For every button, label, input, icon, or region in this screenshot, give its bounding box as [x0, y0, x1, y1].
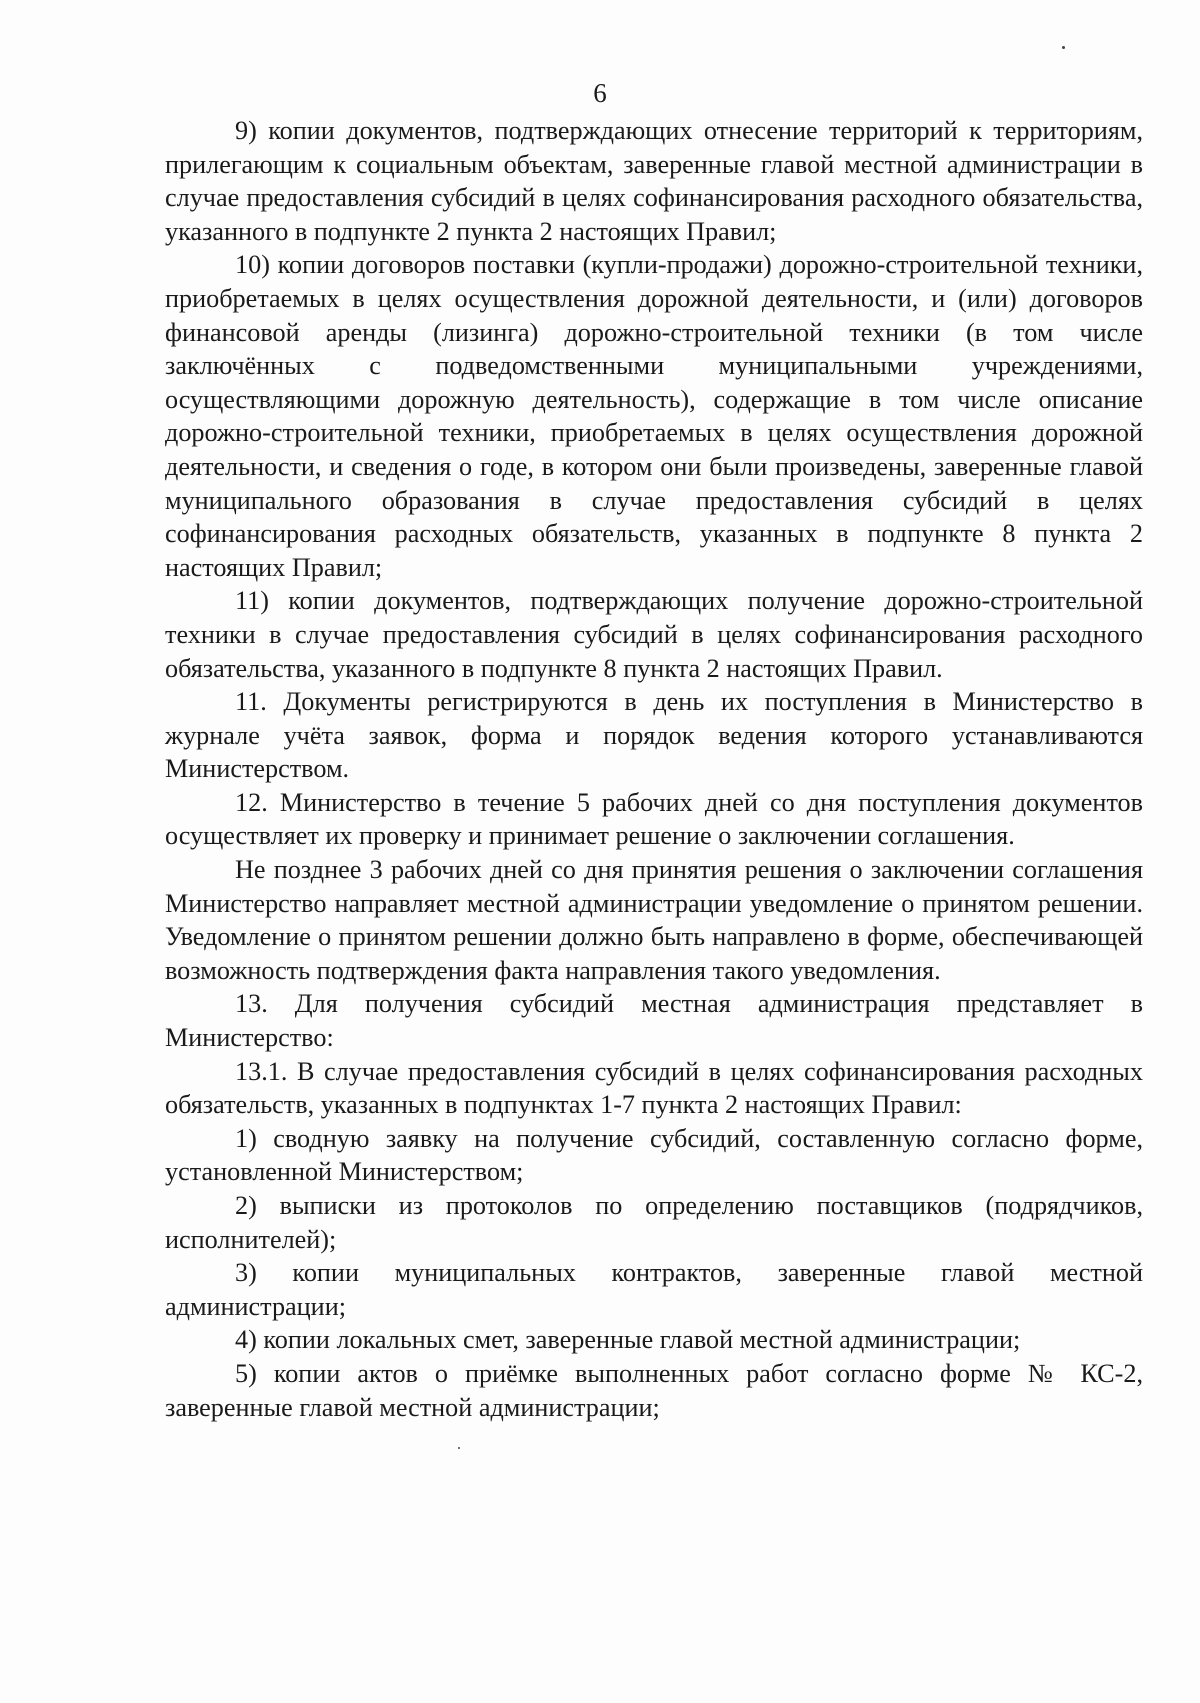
paragraph-subitem-2: 2) выписки из протоколов по определению поставщиков (подрядчиков, исполнителей);	[165, 1191, 1143, 1254]
paragraph-clause-13-1: 13.1. В случае предоставления субсидий в целях софинансирования расходных обязательств, указанных в подпунктах 1-7 пункта 2 настоящих Правил:	[165, 1056, 1143, 1120]
paragraph-subitem-1: 1) сводную заявку на получение субсидий, составленную согласно форме, установленной Министерством;	[165, 1123, 1143, 1187]
paragraph-item-10: 10) копии договоров поставки (купли-продажи) дорожно-строительной техники, приобретаемых в целях осуществления дорожной деятельности, и (или) договоров финансовой аренды (лизинга) дорожно-строительной техники (в том числе заключённых с подведомственными муниципальными учреждениями, осуществляющими дорожную деятельность), содержащие в том числе описание дорожно-строительной техники, приобретаемых в целях осуществления дорожной деятельности, и сведения о годе, в котором они были произведены, заверенные главой муниципального образования в случае предоставления субсидий в целях софинансирования расходных обязательств, указанных в подпункте 8 пункта 2 настоящих Правил;	[165, 250, 1143, 582]
paragraph-subitem-3: 3) копии муниципальных контрактов, заверенные главой местной администрации;	[165, 1258, 1143, 1321]
paragraph-clause-12: 12. Министерство в течение 5 рабочих дней со дня поступления документов осуществляет их проверку и принимает решение о заключении соглашения.	[165, 787, 1143, 851]
paragraph-clause-13: 13. Для получения субсидий местная администрация представляет в Министерство:	[165, 989, 1143, 1053]
paragraph-item-9: 9) копии документов, подтверждающих отнесение территорий к территориям, прилегающим к социальным объектам, заверенные главой местной администрации в случае предоставления субсидий в целях софинансирования расходного обязательства, указанного в подпункте 2 пункта 2 настоящих Правил;	[165, 116, 1143, 246]
document-body	[165, 114, 1143, 1424]
scan-speck	[458, 1447, 460, 1449]
paragraph-notification: Не позднее 3 рабочих дней со дня принятия решения о заключении соглашения Министерство направляет местной администрации уведомление о принятом решении. Уведомление о принятом решении должно быть направлено в форме, обеспечивающей возможность подтверждения факта направления такого уведомления.	[165, 855, 1143, 985]
paragraph-subitem-5: 5) копии актов о приёмке выполненных работ согласно форме № КС-2, заверенные главой местной администрации;	[165, 1358, 1143, 1422]
scan-speck	[1062, 46, 1065, 49]
paragraph-clause-11: 11. Документы регистрируются в день их поступления в Министерство в журнале учёта заявок, форма и порядок ведения которого устанавливаются Министерством.	[165, 687, 1143, 784]
paragraph-subitem-4: 4) копии локальных смет, заверенные главой местной администрации;	[235, 1325, 1021, 1355]
page-number: 6	[593, 78, 607, 108]
paragraph-item-11: 11) копии документов, подтверждающих получение дорожно-строительной техники в случае предоставления субсидий в целях софинансирования расходного обязательства, указанного в подпункте 8 пункта 2 настоящих Правил.	[165, 586, 1143, 683]
